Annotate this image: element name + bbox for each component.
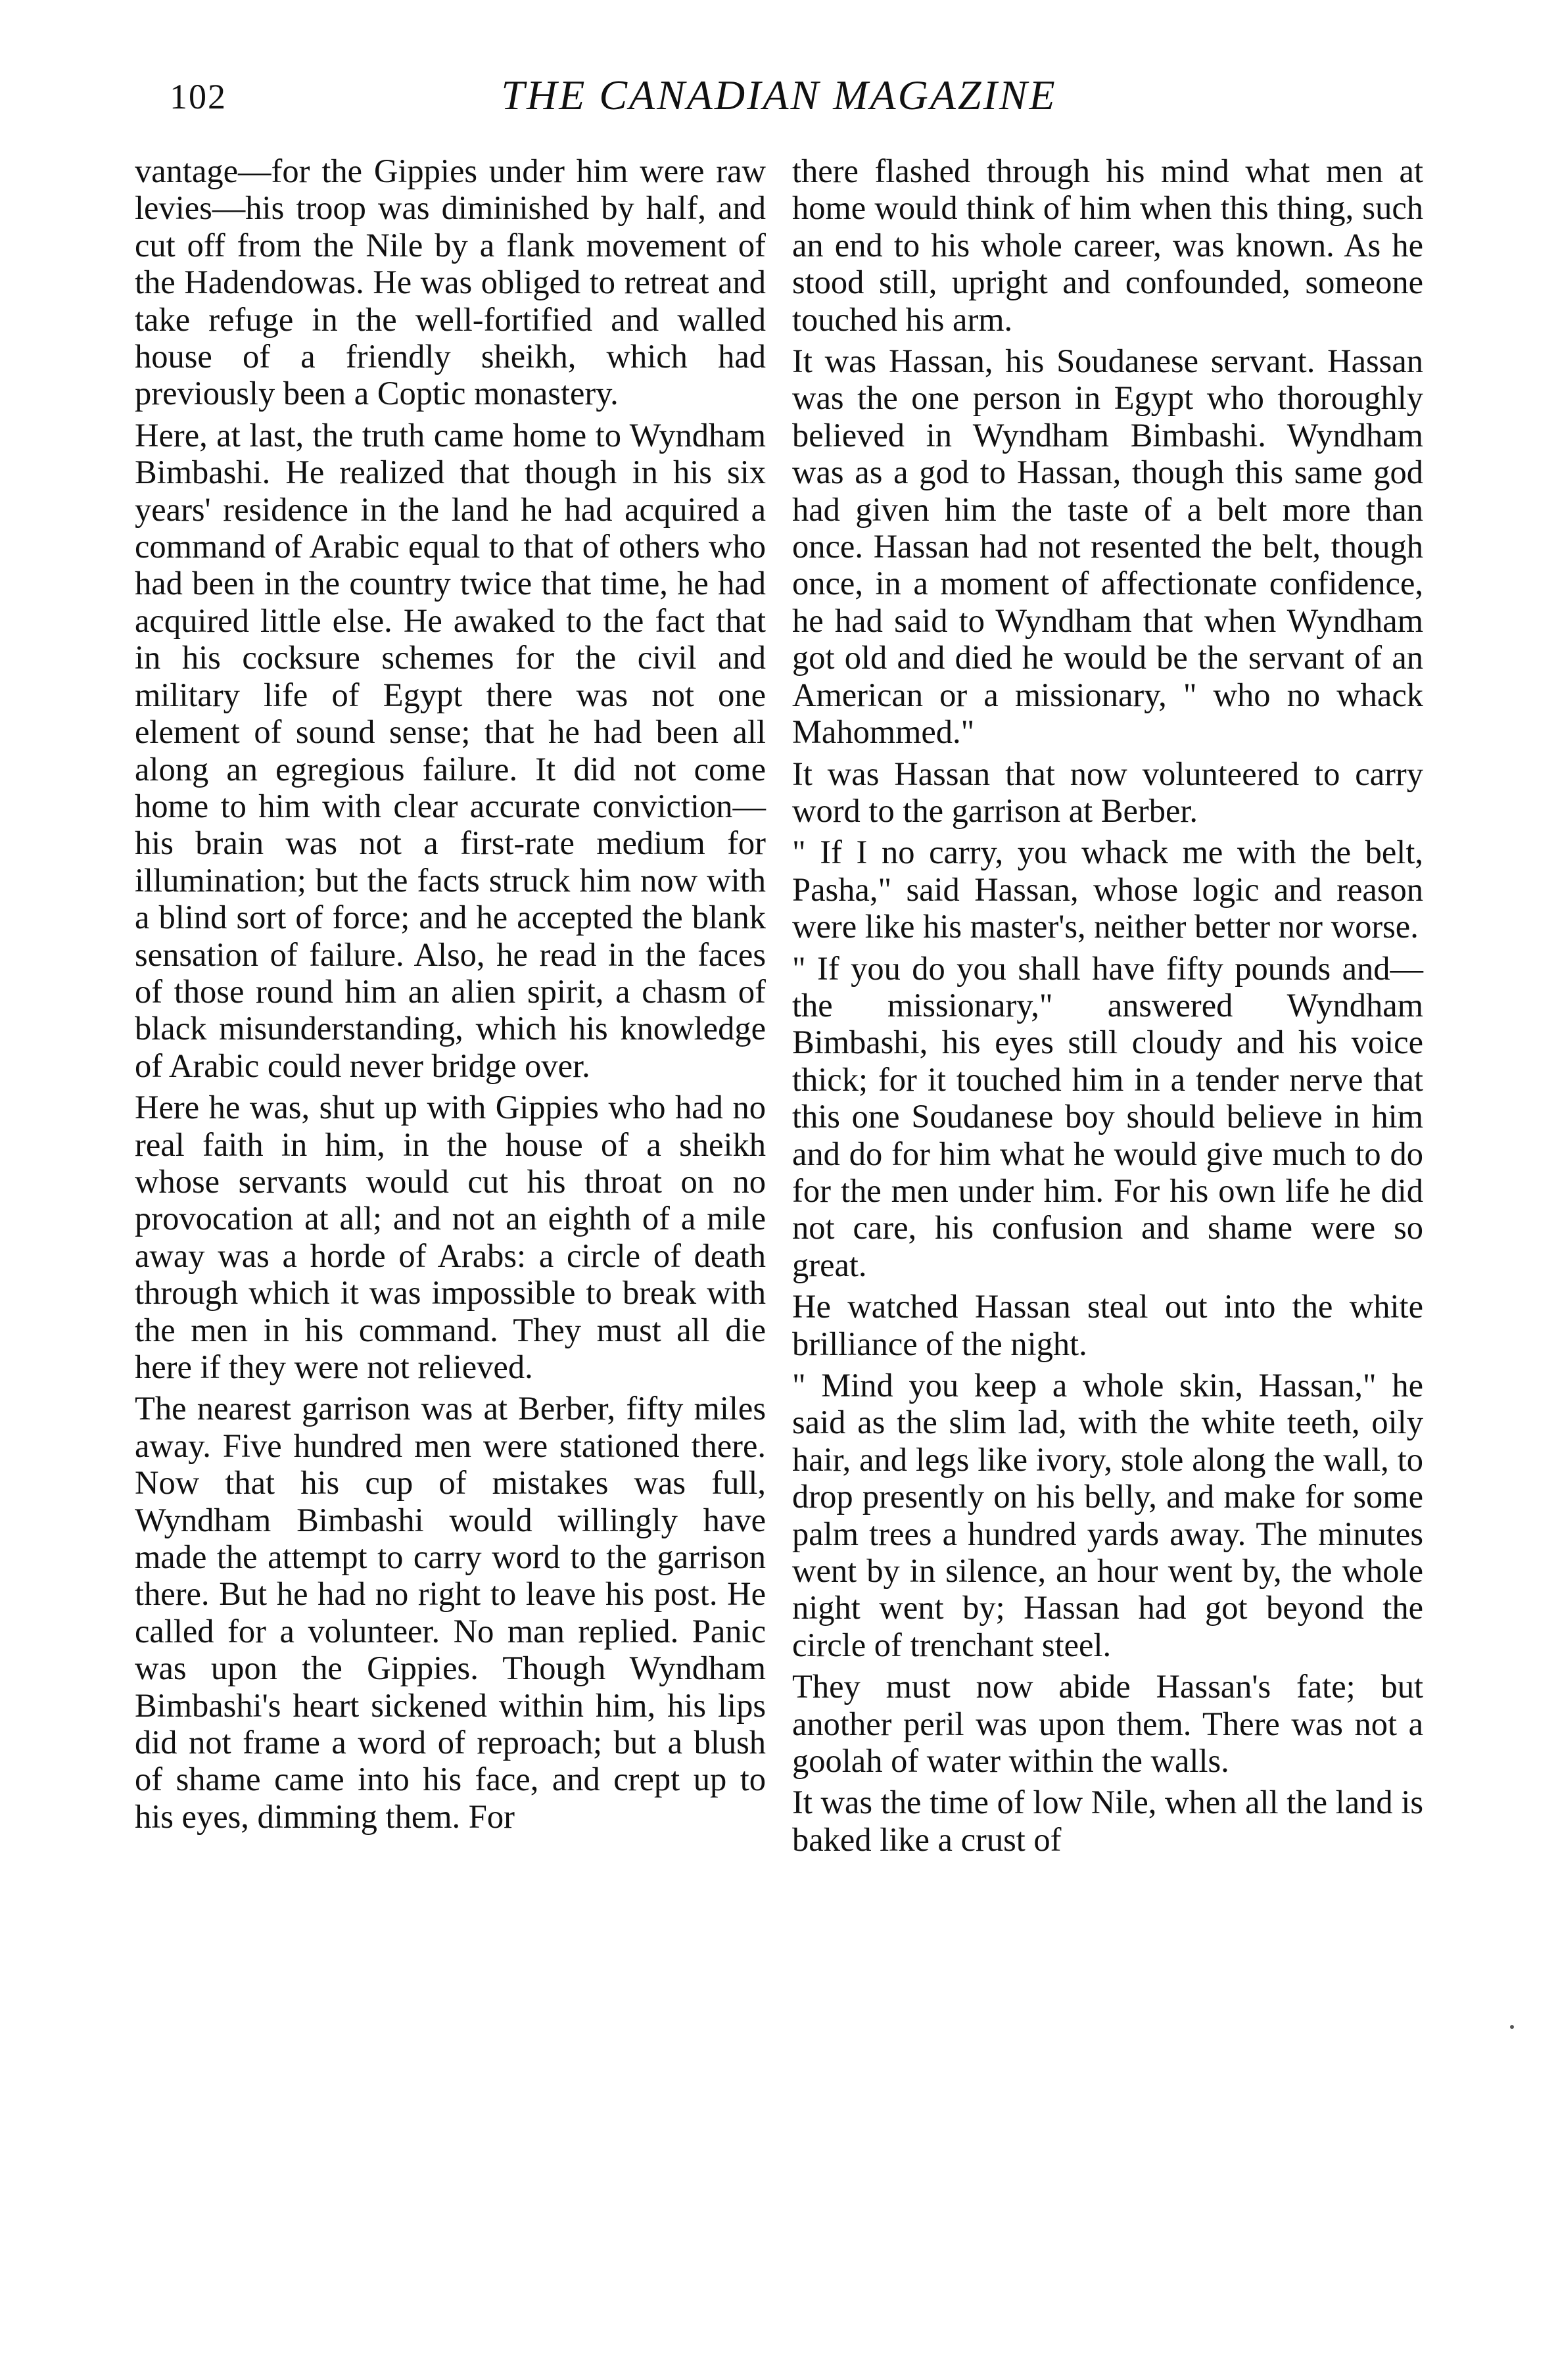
left-column [135, 153, 766, 1840]
paragraph: Here he was, shut up with Gippies who had no real faith in him, in the house of a sheikh whose servants would cut his throat on no provocation at all; and not an eighth of a mile away was a horde of Arabs: a circle of death through which it was impossible to break with the men in his command. They must all die here if they were not relieved. [135, 1089, 766, 1385]
paragraph: It was Hassan, his Soudanese servant. Hassan was the one person in Egypt who thoroughly believed in Wyndham Bimbashi. Wyndham was as a god to Hassan, though this same god had given him the taste of a belt more than once. Hassan had not resented the belt, though once, in a moment of affectionate confidence, he had said to Wyndham that when Wyndham got old and died he would be the servant of an American or a missionary, " who no whack Mahommed." [792, 343, 1423, 751]
paragraph: there flashed through his mind what men at home would think of him when this thing, such an end to his whole career, was known. As he stood still, upright and confounded, someone touched his arm. [792, 153, 1423, 338]
page-number: 102 [170, 77, 227, 116]
paragraph: " If I no carry, you whack me with the belt, Pasha," said Hassan, whose logic and reason were like his master's, neither better nor worse. [792, 834, 1423, 945]
paragraph: He watched Hassan steal out into the white brilliance of the night. [792, 1288, 1423, 1362]
running-title: THE CANADIAN MAGAZINE [501, 72, 1057, 118]
paragraph: " Mind you keep a whole skin, Hassan," he said as the slim lad, with the white teeth, oily hair, and legs like ivory, stole along the wall, to drop presently on his belly, and make for some palm trees a hundred yards away. The minutes went by in silence, an hour went by, the whole night went by; Hassan had got beyond the circle of trenchant steel. [792, 1367, 1423, 1663]
right-column [792, 153, 1423, 1863]
paragraph: The nearest garrison was at Berber, fifty miles away. Five hundred men were stationed there. Now that his cup of mistakes was full, Wyndham Bimbashi would willingly have made the attempt to carry word to the garrison there. But he had no right to leave his post. He called for a volunteer. No man replied. Panic was upon the Gippies. Though Wyndham Bimbashi's heart sickened within him, his lips did not frame a word of reproach; but a blush of shame came into his face, and crept up to his eyes, dimming them. For [135, 1390, 766, 1835]
paragraph: It was the time of low Nile, when all the land is baked like a crust of [792, 1784, 1423, 1858]
paragraph: vantage—for the Gippies under him were raw levies—his troop was diminished by half, and cut off from the Nile by a flank movement of the Hadendowas. He was obliged to retreat and take refuge in the well-fortified and walled house of a friendly sheikh, which had previously been a Coptic monastery. [135, 153, 766, 412]
paragraph: It was Hassan that now volunteered to carry word to the garrison at Berber. [792, 755, 1423, 829]
ink-speck [1510, 2025, 1514, 2029]
page-header [0, 71, 1558, 124]
paragraph: They must now abide Hassan's fate; but another peril was upon them. There was not a goolah of water within the walls. [792, 1668, 1423, 1780]
paragraph: Here, at last, the truth came home to Wyndham Bimbashi. He realized that though in his six years' residence in the land he had acquired a command of Arabic equal to that of others who had been in the country twice that time, he had acquired little else. He awaked to the fact that in his cocksure schemes for the civil and military life of Egypt there was not one element of sound sense; that he had been all along an egregious failure. It did not come home to him with clear accurate conviction—his brain was not a first-rate medium for illumination; but the facts struck him now with a blind sort of force; and he accepted the blank sensation of failure. Also, he read in the faces of those round him an alien spirit, a chasm of black misunderstanding, which his knowledge of Arabic could never bridge over. [135, 416, 766, 1084]
paragraph: " If you do you shall have fifty pounds and—the missionary," answered Wyndham Bimbashi, his eyes still cloudy and his voice thick; for it touched him in a tender nerve that this one Soudanese boy should believe in him and do for him what he would give much to do for the men under him. For his own life he did not care, his confusion and shame were so great. [792, 949, 1423, 1283]
